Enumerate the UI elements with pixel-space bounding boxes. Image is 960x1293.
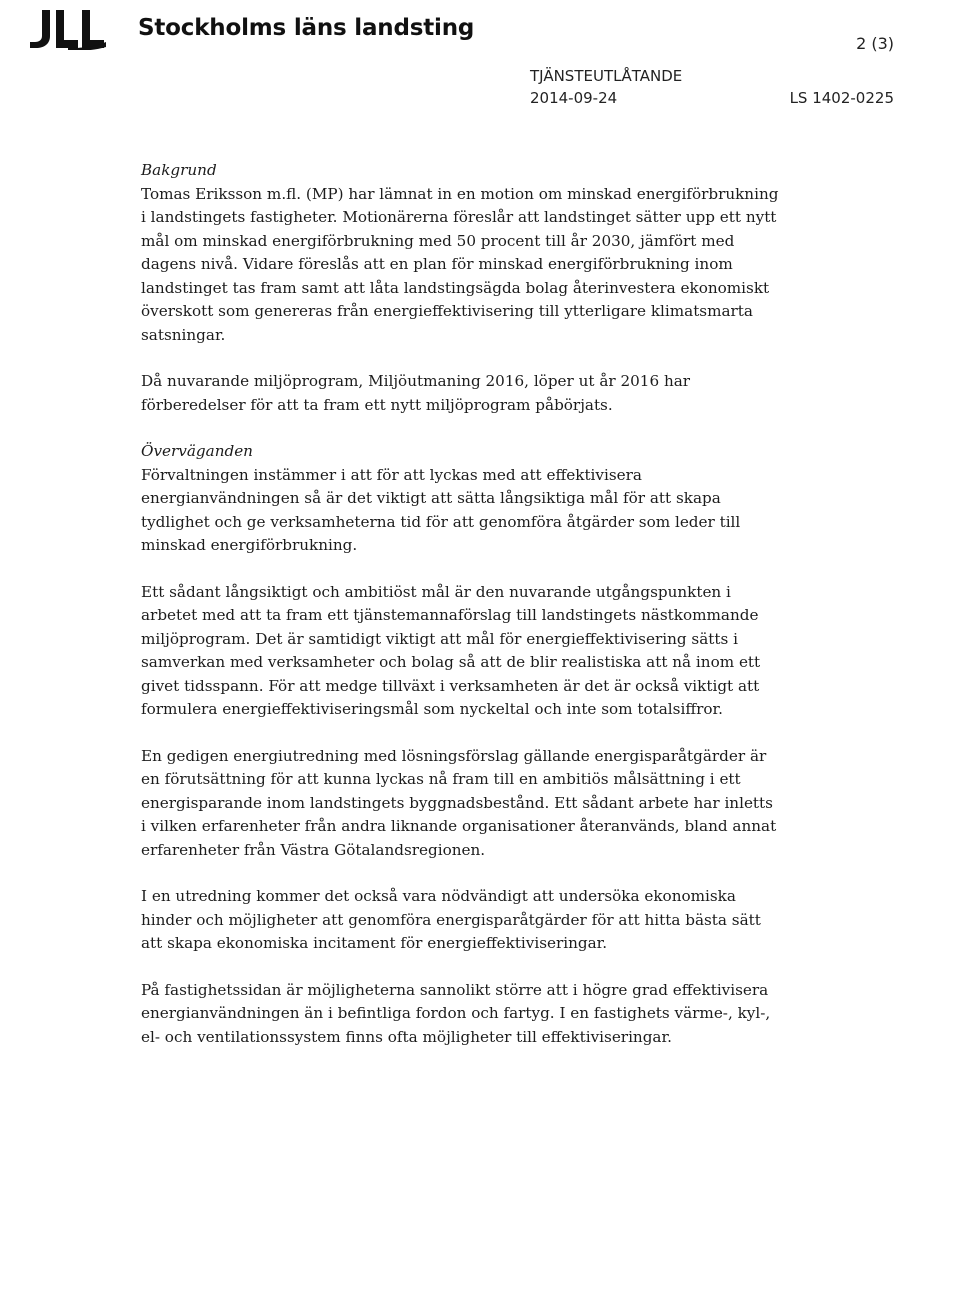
paragraph-overvaganden-3: En gedigen energiutredning med lösningsförslag gällande energisparåtgärder är en förutsättning för att kunna lyckas nå fram till en ambitiös målsättning i ett energisparande inom landstingets byggnadsbestånd. Ett sådant arbete har inletts i vilken erfarenheter från andra liknande organisationer återanvänds, bland annat erfarenheter från Västra Götalandsregionen.	[141, 746, 777, 859]
paragraph-overvaganden-4: I en utredning kommer det också vara nödvändigt att undersöka ekonomiska hinder och möjligheter att genomföra energisparåtgärder för att hitta bästa sätt att skapa ekonomiska incitament för energieffektiviseringar.	[141, 887, 761, 952]
section-heading-overvaganden: Överväganden	[141, 442, 253, 460]
document-body	[141, 159, 781, 1049]
organization-name: Stockholms läns landsting	[138, 15, 475, 41]
paragraph-overvaganden-5: På fastighetssidan är möjligheterna sannolikt större att i högre grad effektivisera energianvändningen än i befintliga fordon och fartyg. I en fastighets värme-, kyl-, el- och ventilationssystem finns ofta möjligheter till effektiviseringar.	[141, 980, 771, 1046]
paragraph-bakgrund-1: Tomas Eriksson m.fl. (MP) har lämnat in en motion om minskad energiförbrukning i landstingets fastigheter. Motionärerna föreslår att landstinget sätter upp ett nytt mål om minskad energiförbrukning med 50 procent till år 2030, jämfört med dagens nivå. Vidare föreslås att en plan för minskad energiförbrukning inom landstinget tas fram samt att låta landstingsägda bolag återinvestera ekonomiskt överskott som genereras från energieffektivisering till ytterligare klimatsmarta satsningar.	[141, 184, 779, 344]
document-reference: LS 1402-0225	[789, 89, 894, 107]
paragraph-overvaganden-2: Ett sådant långsiktigt och ambitiöst mål är den nuvarande utgångspunkten i arbetet med att ta fram ett tjänstemannaförslag till landstingets nästkommande miljöprogram. Det är samtidigt viktigt att mål för energieffektivisering sätts i samverkan med verksamheter och bolag så att de blir realistiska att nå inom ett givet tidsspann. För att medge tillväxt i verksamheten är det är också viktigt att formulera energieffektiviseringsmål som nyckeltal och inte som totalsiffror.	[141, 582, 761, 718]
paragraph-overvaganden-1: Förvaltningen instämmer i att för att lyckas med att effektivisera energianvändningen så är det viktigt att sätta långsiktiga mål för att skapa tydlighet och ge verksamheterna tid för att genomföra åtgärder som leder till minskad energiförbrukning.	[141, 465, 741, 554]
section-heading-bakgrund: Bakgrund	[141, 161, 217, 179]
document-type: TJÄNSTEUTLÅTANDE	[530, 67, 683, 85]
page-indicator: 2 (3)	[856, 34, 894, 53]
sll-logo-icon	[28, 6, 130, 50]
header-logo-area	[28, 6, 474, 50]
paragraph-bakgrund-2: Då nuvarande miljöprogram, Miljöutmaning 2016, löper ut år 2016 har förberedelser för att ta fram ett nytt miljöprogram påbörjats.	[141, 372, 691, 414]
document-date: 2014-09-24	[530, 89, 618, 107]
